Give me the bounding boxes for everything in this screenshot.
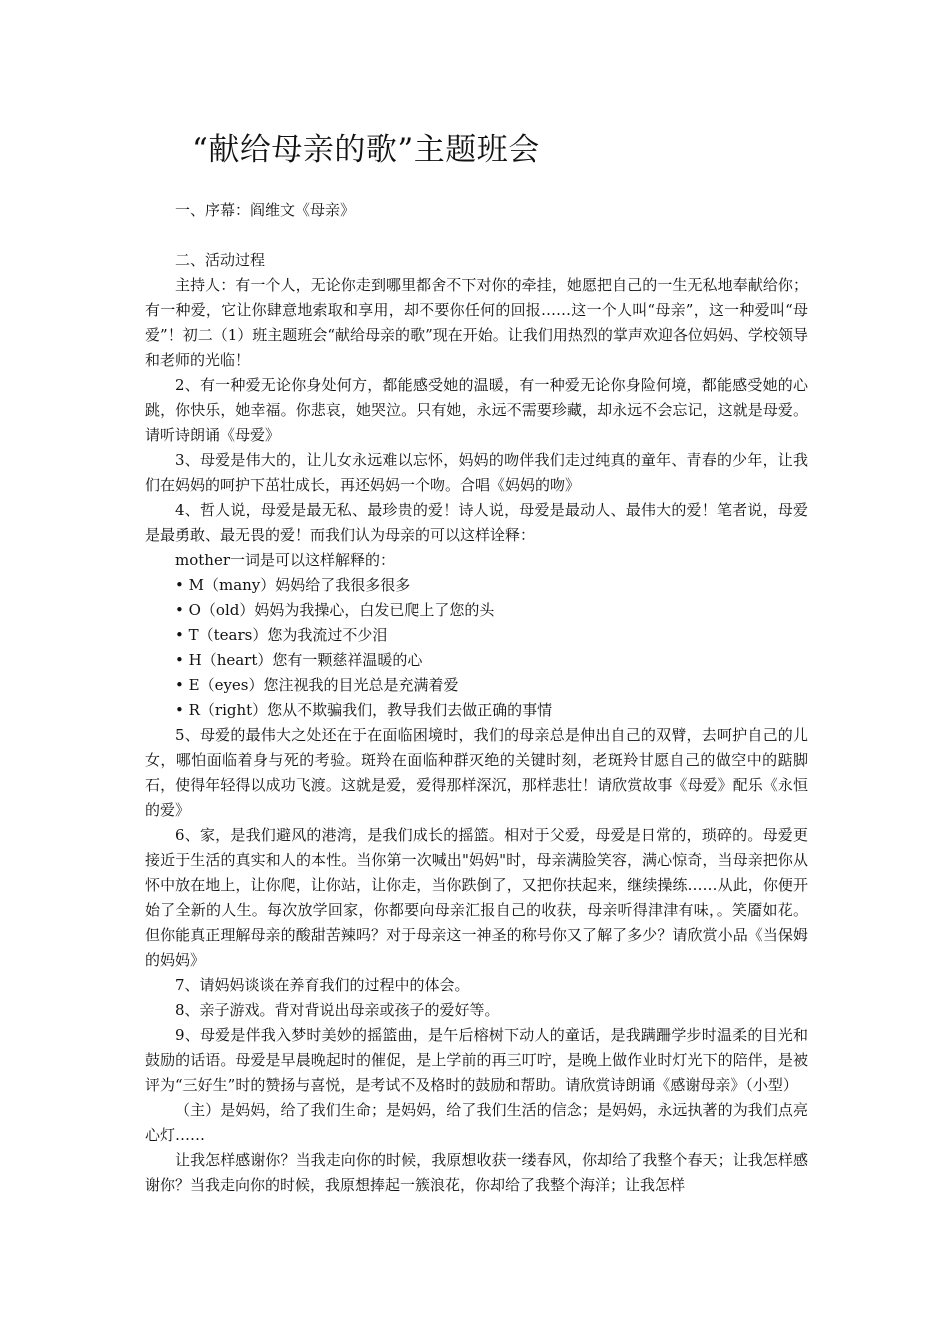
paragraph-item-8: 8、亲子游戏。背对背说出母亲或孩子的爱好等。 (175, 1001, 500, 1019)
paragraph-host-intro: 主持人：有一个人，无论你走到哪里都舍不下对你的牵挂，她愿把自己的一生无私地奉献给你；有一种爱，它让你肆意地索取和享用，却不要你任何的回报……这一个人叫“母亲”，这一种爱叫“母爱”！初二（1）班主题班会“献给母亲的歌”现在开始。让我们用热烈的掌声欢迎各位妈妈、学校领导和老师的光临！ (145, 276, 808, 369)
list-item-o: • O（old）妈妈为我操心，白发已爬上了您的头 (175, 601, 495, 619)
section-heading-process: 二、活动过程 (175, 251, 266, 269)
paragraph-item-7: 7、请妈妈谈谈在养育我们的过程中的体会。 (175, 976, 470, 994)
list-item-e: • E（eyes）您注视我的目光总是充满着爱 (175, 676, 459, 694)
paragraph-item-6: 6、家，是我们避风的港湾，是我们成长的摇篮。相对于父爱，母爱是日常的，琐碎的。母爱更接近于生活的真实和人的本性。当你第一次喊出"妈妈"时，母亲满脸笑容，满心惊奇，当母亲把你从怀中放在地上，让你爬，让你站，让你走，当你跌倒了，又把你扶起来，继续操练……从此，你便开始了全新的人生。每次放学回家，你都要向母亲汇报自己的收获，母亲听得津津有味，。笑靥如花。但你能真正理解母亲的酸甜苦辣吗？对于母亲这一神圣的称号你又了解了多少？请欣赏小品《当保姆的妈妈》 (145, 826, 808, 969)
section-heading-prelude: 一、序幕：阎维文《母亲》 (175, 201, 356, 219)
document-body (145, 198, 808, 1198)
paragraph-item-4: 4、哲人说，母爱是最无私、最珍贵的爱！诗人说，母爱是最动人、最伟大的爱！笔者说，母爱是最勇敢、最无畏的爱！而我们认为母亲的可以这样诠释： (145, 501, 808, 544)
paragraph-item-5: 5、母爱的最伟大之处还在于在面临困境时，我们的母亲总是伸出自己的双臂，去呵护自己的儿女，哪怕面临着身与死的考验。斑羚在面临种群灭绝的关键时刻，老斑羚甘愿自己的做空中的踮脚石，使得年轻得以成功飞渡。这就是爱，爱得那样深沉，那样悲壮！请欣赏故事《母爱》配乐《永恒的爱》 (145, 726, 808, 819)
paragraph-mother-intro: mother一词是可以这样解释的： (175, 551, 395, 569)
list-item-h: • H（heart）您有一颗慈祥温暖的心 (175, 651, 423, 669)
paragraph-item-2: 2、有一种爱无论你身处何方，都能感受她的温暖，有一种爱无论你身险何境，都能感受她的心跳，你快乐，她幸福。你悲哀，她哭泣。只有她，永远不需要珍藏，却永远不会忘记，这就是母爱。请听诗朗诵《母爱》 (145, 376, 808, 444)
document-title: “献给母亲的歌”主题班会 (192, 132, 540, 168)
paragraph-item-3: 3、母爱是伟大的，让儿女永远难以忘怀，妈妈的吻伴我们走过纯真的童年、青春的少年，让我们在妈妈的呵护下茁壮成长，再还妈妈一个吻。合唱《妈妈的吻》 (145, 451, 808, 494)
list-item-m: • M（many）妈妈给了我很多很多 (175, 576, 411, 594)
paragraph-host-remark: （主）是妈妈，给了我们生命；是妈妈，给了我们生活的信念；是妈妈，永远执著的为我们点亮心灯…… (145, 1101, 808, 1144)
blank-line (145, 223, 808, 248)
list-item-t: • T（tears）您为我流过不少泪 (175, 626, 388, 644)
paragraph-item-9: 9、母爱是伴我入梦时美妙的摇篮曲，是午后榕树下动人的童话，是我蹒跚学步时温柔的目光和鼓励的话语。母爱是早晨晚起时的催促，是上学前的再三叮咛，是晚上做作业时灯光下的陪伴，是被评为“三好生”时的赞扬与喜悦，是考试不及格时的鼓励和帮助。请欣赏诗朗诵《感谢母亲》（小型） (145, 1026, 808, 1094)
list-item-r: • R（right）您从不欺骗我们，教导我们去做正确的事情 (175, 701, 553, 719)
paragraph-poem-excerpt: 让我怎样感谢你？当我走向你的时候，我原想收获一缕春风，你却给了我整个春天；让我怎样感谢你？当我走向你的时候，我原想捧起一簇浪花，你却给了我整个海洋；让我怎样 (145, 1151, 808, 1194)
